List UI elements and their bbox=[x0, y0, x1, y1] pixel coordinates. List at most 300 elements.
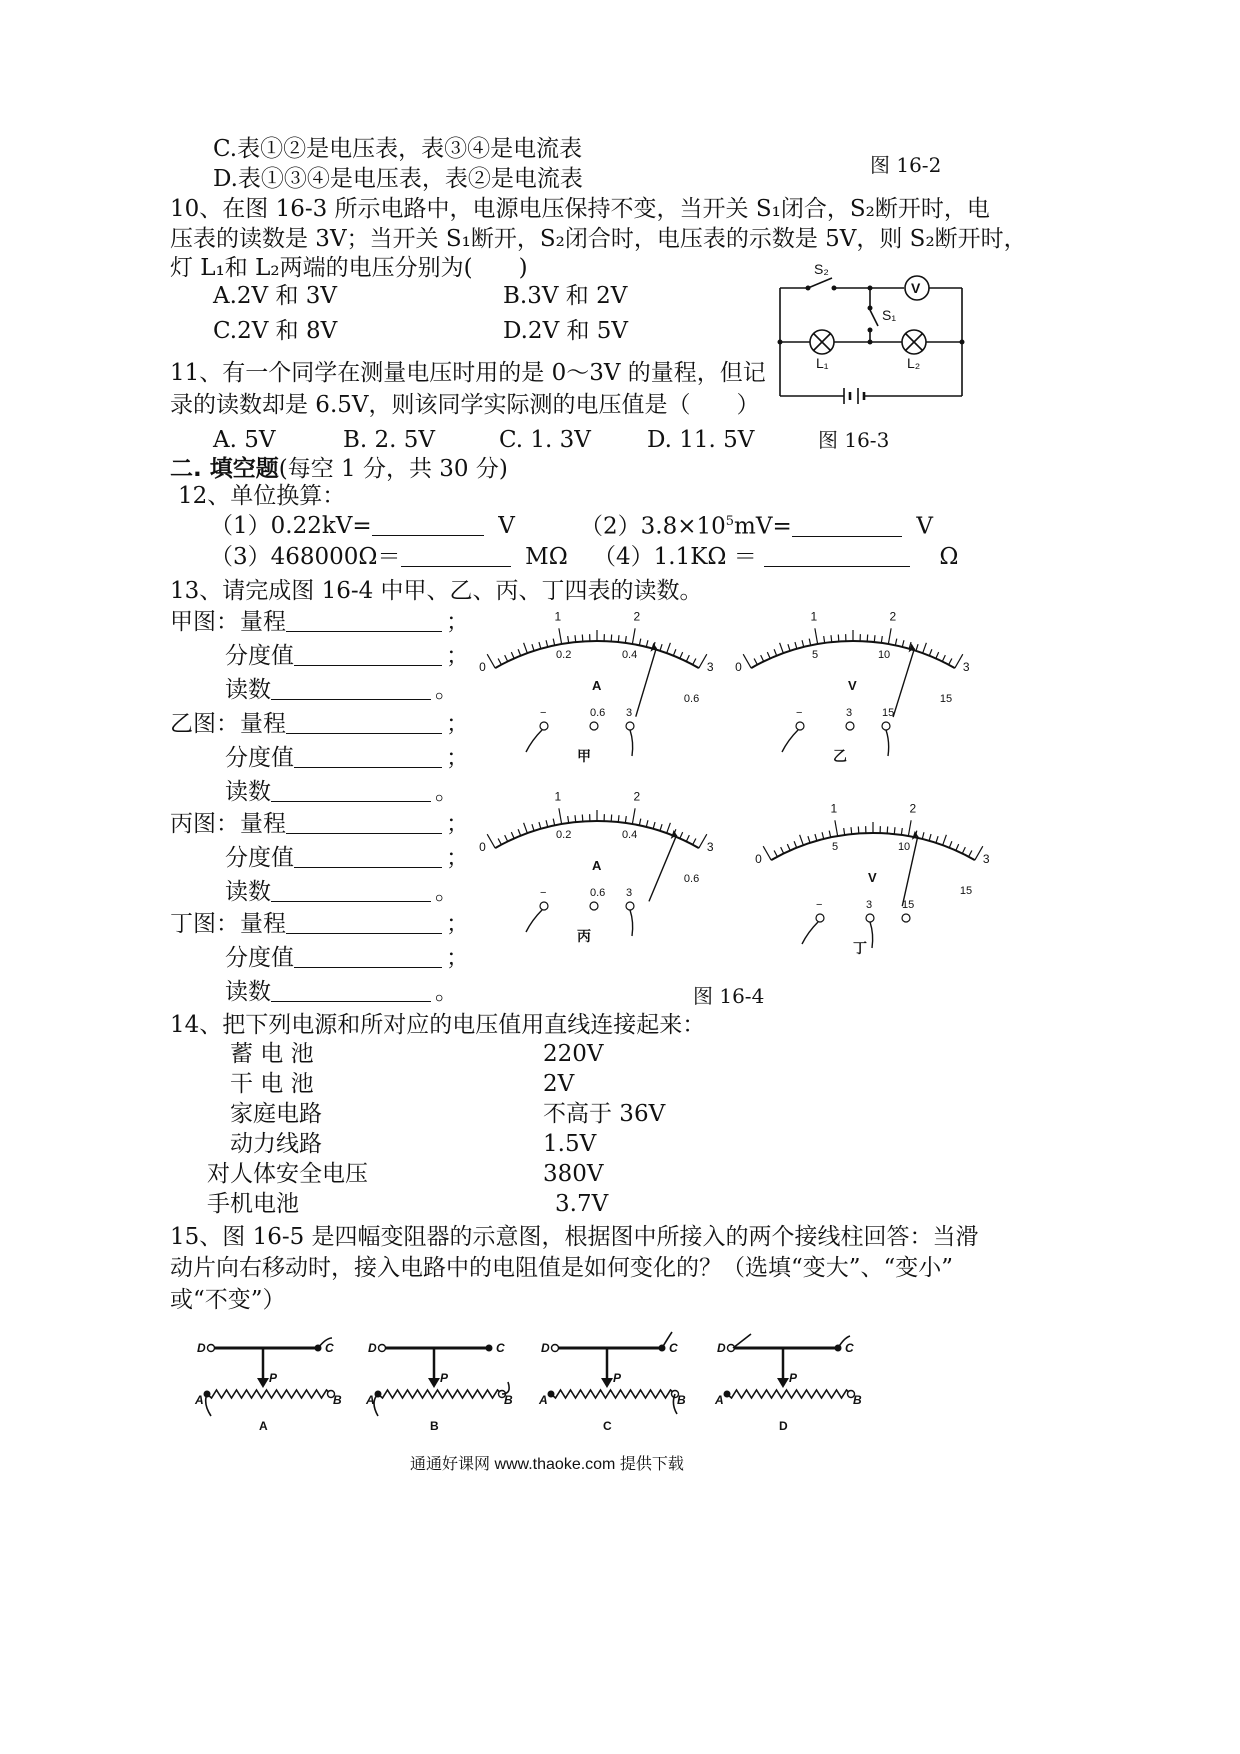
q13-range-row bbox=[240, 713, 469, 736]
meter-tick bbox=[761, 655, 764, 661]
label-d: D bbox=[717, 1341, 726, 1355]
label-a: A bbox=[366, 1393, 375, 1407]
fig-16-2-label: 图 16-2 bbox=[870, 153, 942, 177]
meter-tick bbox=[767, 652, 770, 658]
meter-top-tick-label: 0 bbox=[479, 660, 486, 675]
meter-tick bbox=[686, 835, 689, 841]
meter-tick bbox=[625, 636, 626, 643]
meter-bottom-tick-label: 0.6 bbox=[683, 873, 700, 886]
meter-tick bbox=[511, 652, 514, 658]
q11-option-b: B. 2. 5V bbox=[343, 427, 436, 453]
q13-div-label: 分度值 bbox=[225, 945, 294, 971]
meter-scale-arc bbox=[495, 821, 699, 848]
meter-tick bbox=[824, 636, 825, 643]
meter-terminal bbox=[816, 914, 824, 922]
footer-credit: 通通好课网 www.thaoke.com 提供下载 bbox=[410, 1456, 684, 1473]
meter-tick bbox=[693, 658, 696, 664]
meter-top-tick-label: 3 bbox=[962, 660, 970, 675]
resistance-coil bbox=[207, 1390, 331, 1398]
meter-terminal bbox=[540, 722, 548, 730]
meter-tag: 乙 bbox=[833, 748, 847, 764]
meter-terminal bbox=[590, 722, 598, 730]
meter-tick bbox=[518, 829, 521, 835]
q13-read-label: 读数 bbox=[225, 979, 271, 1005]
label-c: C bbox=[325, 1341, 334, 1355]
meter-wire bbox=[526, 730, 542, 752]
q13-div-label: 分度值 bbox=[225, 643, 294, 669]
voltmeter-symbol: V bbox=[911, 280, 921, 296]
meter-needle bbox=[636, 648, 657, 717]
meter-tick bbox=[693, 838, 696, 844]
meter-terminal-label: − bbox=[796, 707, 803, 719]
q10-line-1: 10、在图 16-3 所示电路中，电源电压保持不变，当开关 S₁闭合，S₂断开时，电 bbox=[170, 196, 990, 222]
meter-tick bbox=[653, 822, 655, 829]
q13-div-row bbox=[225, 747, 469, 770]
q13-div-row bbox=[225, 847, 469, 870]
meter-tick bbox=[667, 823, 671, 833]
q14-title: 14、把下列电源和所对应的电压值用直线连接起来： bbox=[170, 1012, 706, 1038]
meter-tick bbox=[962, 847, 965, 853]
meter-tick bbox=[851, 827, 852, 834]
meter-figure bbox=[479, 789, 714, 956]
meter-tick bbox=[680, 652, 683, 658]
lamp-l2-label: L₂ bbox=[907, 355, 921, 371]
meter-symbol: A bbox=[592, 858, 602, 873]
rheostat-tag: D bbox=[779, 1419, 788, 1433]
meter-tick bbox=[829, 831, 830, 838]
meter-tick bbox=[546, 640, 548, 647]
meter-terminal bbox=[866, 914, 874, 922]
q12-part-4-text: （4）1.1KΩ ＝ bbox=[593, 544, 757, 570]
meter-tick bbox=[949, 841, 952, 847]
meter-tick bbox=[680, 832, 683, 838]
label-a: A bbox=[539, 1393, 548, 1407]
label-p: P bbox=[613, 1371, 622, 1385]
q14-source: 对人体安全电压 bbox=[207, 1161, 368, 1187]
q14-voltage: 220V bbox=[543, 1041, 604, 1067]
meter-tick bbox=[815, 628, 818, 644]
meter-terminal-label: 0.6 bbox=[590, 707, 606, 719]
q13-punct: 。 bbox=[435, 677, 458, 703]
meter-tick bbox=[518, 649, 521, 655]
meter-tick bbox=[936, 836, 938, 843]
terminal-a bbox=[724, 1391, 731, 1398]
meter-tick bbox=[781, 847, 784, 853]
q13-div-row bbox=[225, 645, 469, 668]
meter-symbol: A bbox=[592, 678, 602, 693]
q13-range-label: 量程 bbox=[240, 911, 286, 937]
q12-part-4 bbox=[593, 546, 958, 569]
meter-tick bbox=[881, 636, 882, 643]
q13-div-row bbox=[225, 947, 469, 970]
q14-voltage: 2V bbox=[543, 1071, 575, 1097]
rheostat-figure bbox=[713, 1332, 863, 1442]
meter-terminal bbox=[590, 902, 598, 910]
q12-part-2-text: （2）3.8×10 bbox=[580, 513, 726, 540]
meter-tick bbox=[975, 846, 983, 860]
meter-tick bbox=[774, 649, 777, 655]
meter-tick bbox=[639, 639, 640, 646]
meter-bottom-tick-label: 0.2 bbox=[556, 648, 572, 661]
q12-blank-3[interactable] bbox=[401, 546, 511, 567]
meter-tick bbox=[844, 828, 845, 835]
q10-line-2: 压表的读数是 3V；当开关 S₁断开，S₂闭合时，电压表的示数是 5V，则 S₂断开时， bbox=[170, 226, 1027, 252]
meter-tick bbox=[505, 835, 508, 841]
meter-tick bbox=[532, 644, 534, 651]
meter-terminal-label: − bbox=[540, 887, 547, 899]
q13-div-blank[interactable] bbox=[294, 645, 442, 666]
q13-punct: ； bbox=[446, 745, 469, 771]
label-c: C bbox=[496, 1341, 505, 1355]
meter-top-tick-label: 2 bbox=[633, 609, 641, 624]
meter-terminal-label: 3 bbox=[846, 707, 853, 719]
meter-tick bbox=[699, 834, 707, 848]
terminal-a bbox=[548, 1391, 555, 1398]
meter-tick bbox=[539, 642, 541, 649]
q9-option-c: C.表①②是电压表，表③④是电流表 bbox=[213, 136, 583, 162]
q12-part-2-unit-in: mV= bbox=[734, 513, 792, 540]
meter-tick bbox=[646, 640, 648, 647]
q13-read-blank[interactable] bbox=[271, 781, 431, 802]
meter-terminal bbox=[882, 722, 890, 730]
q13-punct: 。 bbox=[435, 979, 458, 1005]
q13-read-row bbox=[225, 679, 458, 702]
meter-tick bbox=[916, 644, 918, 651]
meter-needle bbox=[649, 835, 677, 901]
q11-option-c: C. 1. 3V bbox=[499, 427, 591, 453]
meter-tick bbox=[686, 655, 689, 661]
switch-s1-label: S₁ bbox=[882, 307, 897, 323]
q13-read-row bbox=[225, 781, 458, 804]
resistance-coil bbox=[727, 1390, 851, 1398]
section-2-heading bbox=[170, 458, 508, 481]
q12-part-1-text: （1）0.22kV= bbox=[210, 513, 372, 539]
q10-option-b: B.3V 和 2V bbox=[503, 283, 628, 309]
meter-tick bbox=[539, 822, 541, 829]
q13-range-blank[interactable] bbox=[286, 813, 442, 834]
rheostat-figure bbox=[193, 1332, 343, 1442]
meter-tick bbox=[835, 820, 838, 836]
q12-part-2-exponent: 5 bbox=[725, 514, 735, 529]
meter-terminal bbox=[796, 722, 804, 730]
label-c: C bbox=[845, 1341, 854, 1355]
meter-tick bbox=[632, 808, 635, 824]
q15-line-3: 或“不变”） bbox=[170, 1287, 286, 1313]
meter-terminal-label: 3 bbox=[626, 707, 633, 719]
q13-punct: ； bbox=[446, 643, 469, 669]
meter-tick bbox=[895, 639, 896, 646]
slider-arrow bbox=[601, 1378, 613, 1388]
meter-tick bbox=[660, 824, 662, 831]
meter-wire bbox=[870, 922, 873, 948]
q13-read-label: 读数 bbox=[225, 879, 271, 905]
q13-punct: ； bbox=[446, 911, 469, 937]
meter-terminal-label: 3 bbox=[866, 899, 873, 911]
q13-read-label: 读数 bbox=[225, 677, 271, 703]
meter-tick bbox=[902, 640, 904, 647]
meter-tick bbox=[809, 639, 810, 646]
q13-range-blank[interactable] bbox=[286, 611, 442, 632]
meter-tick bbox=[888, 628, 891, 644]
slider-arrow bbox=[428, 1378, 440, 1388]
meter-bottom-tick-label: 15 bbox=[939, 693, 953, 706]
q14-source: 家庭电路 bbox=[230, 1101, 322, 1127]
meter-tick bbox=[618, 815, 619, 822]
meter-tick bbox=[815, 834, 817, 841]
meter-tick bbox=[487, 834, 495, 848]
meter-wire bbox=[782, 730, 798, 752]
q10-option-d: D.2V 和 5V bbox=[503, 318, 629, 344]
meter-terminal bbox=[846, 722, 854, 730]
label-b: B bbox=[853, 1393, 862, 1407]
q14-voltage: 不高于 36V bbox=[543, 1101, 666, 1127]
switch-s2-label: S₂ bbox=[814, 261, 829, 277]
meter-tick bbox=[498, 838, 501, 844]
q13-div-blank[interactable] bbox=[294, 747, 442, 768]
q13-read-row bbox=[225, 981, 458, 1004]
meter-tick bbox=[929, 649, 932, 655]
meter-tick bbox=[575, 635, 576, 642]
q13-div-blank[interactable] bbox=[294, 947, 442, 968]
lamp-l1-label: L₁ bbox=[816, 355, 829, 371]
q13-read-label: 读数 bbox=[225, 779, 271, 805]
meter-bottom-tick-label: 0.4 bbox=[621, 828, 638, 841]
q13-punct: ； bbox=[446, 711, 469, 737]
meter-tick bbox=[949, 658, 952, 664]
meter-tick bbox=[660, 644, 662, 651]
q13-meter-name: 丁图： bbox=[170, 911, 239, 937]
meter-top-tick-label: 3 bbox=[706, 840, 714, 855]
q13-range-row bbox=[240, 813, 469, 836]
meter-terminal-label: 0.6 bbox=[590, 887, 606, 899]
q13-div-label: 分度值 bbox=[225, 845, 294, 871]
label-p: P bbox=[789, 1371, 798, 1385]
meter-bottom-tick-label: 10 bbox=[877, 648, 891, 661]
meter-tick bbox=[646, 820, 648, 827]
meter-tick bbox=[498, 658, 501, 664]
meter-tick bbox=[969, 850, 972, 856]
meter-tick bbox=[774, 850, 777, 856]
meter-tick bbox=[524, 643, 528, 653]
q12-unit-2: V bbox=[916, 513, 933, 540]
meter-tick bbox=[743, 654, 751, 668]
meter-bottom-tick-label: 0.4 bbox=[621, 648, 638, 661]
meter-top-tick-label: 3 bbox=[982, 852, 990, 867]
meter-tick bbox=[625, 816, 626, 823]
fig-16-4-label: 图 16-4 bbox=[693, 984, 765, 1008]
label-b: B bbox=[677, 1393, 686, 1407]
connected-wire bbox=[733, 1334, 751, 1348]
label-c: C bbox=[669, 1341, 678, 1355]
meter-tick bbox=[955, 654, 963, 668]
label-a: A bbox=[715, 1393, 724, 1407]
meter-tick bbox=[532, 824, 534, 831]
q13-title: 13、请完成图 16-4 中甲、乙、丙、丁四表的读数。 bbox=[170, 578, 703, 604]
meter-terminal-label: 15 bbox=[882, 707, 895, 719]
q13-range-row bbox=[240, 611, 469, 634]
meter-tick bbox=[794, 841, 797, 847]
meter-tick bbox=[524, 823, 528, 833]
q12-blank-1[interactable] bbox=[372, 515, 484, 536]
meter-scale-arc bbox=[495, 641, 699, 668]
q13-meter-name: 甲图： bbox=[170, 609, 239, 635]
meter-tick bbox=[874, 635, 875, 642]
meter-terminal-label: − bbox=[540, 707, 547, 719]
meter-terminal bbox=[626, 902, 634, 910]
meter-terminal bbox=[902, 914, 910, 922]
q14-voltage: 1.5V bbox=[543, 1131, 597, 1157]
meter-tick bbox=[795, 642, 797, 649]
resistance-coil bbox=[551, 1390, 675, 1398]
meter-tick bbox=[667, 643, 671, 653]
q11-option-a: A. 5V bbox=[213, 427, 276, 453]
meter-tick bbox=[787, 844, 790, 850]
q14-source: 干 电 池 bbox=[230, 1071, 314, 1097]
q13-read-blank[interactable] bbox=[271, 981, 431, 1002]
q13-punct: 。 bbox=[435, 879, 458, 905]
meter-tick bbox=[568, 636, 569, 643]
q14-voltage: 380V bbox=[543, 1161, 604, 1187]
label-b: B bbox=[333, 1393, 342, 1407]
q13-range-label: 量程 bbox=[240, 609, 286, 635]
meter-tick bbox=[553, 639, 554, 646]
label-b: B bbox=[504, 1393, 513, 1407]
q12-unit-3: MΩ bbox=[525, 544, 568, 570]
meter-tick bbox=[894, 827, 895, 834]
q13-range-label: 量程 bbox=[240, 811, 286, 837]
meter-tag: 丁 bbox=[853, 940, 867, 956]
q13-meter-name: 丙图： bbox=[170, 811, 239, 837]
meter-tick bbox=[822, 832, 824, 839]
q10-option-c: C.2V 和 8V bbox=[213, 318, 338, 344]
q12-unit-4: Ω bbox=[939, 544, 959, 570]
circuit-diagram-16-3 bbox=[770, 260, 970, 410]
slider-arrow bbox=[777, 1378, 789, 1388]
meter-top-tick-label: 1 bbox=[810, 609, 818, 624]
q11-line-2: 录的读数却是 6.5V，则该同学实际测的电压值是（ ） bbox=[170, 392, 760, 418]
q14-voltage: 3.7V bbox=[555, 1191, 609, 1217]
meter-tick bbox=[788, 644, 790, 651]
meter-tick bbox=[559, 808, 562, 824]
meter-terminal-label: − bbox=[816, 899, 823, 911]
terminal-d bbox=[379, 1345, 386, 1352]
label-d: D bbox=[368, 1341, 377, 1355]
meter-figure bbox=[479, 609, 714, 776]
q10-option-a: A.2V 和 3V bbox=[213, 283, 338, 309]
meter-tick bbox=[546, 820, 548, 827]
resistance-coil bbox=[378, 1390, 502, 1398]
meter-tick bbox=[831, 635, 832, 642]
q13-range-label: 量程 bbox=[240, 711, 286, 737]
q13-range-row bbox=[240, 913, 469, 936]
q13-range-blank[interactable] bbox=[286, 913, 442, 934]
meter-wire bbox=[526, 910, 542, 932]
label-p: P bbox=[269, 1371, 278, 1385]
meter-bottom-tick-label: 5 bbox=[812, 648, 819, 661]
meter-top-tick-label: 3 bbox=[706, 660, 714, 675]
meter-tick bbox=[780, 643, 784, 653]
meter-tick bbox=[956, 844, 959, 850]
label-d: D bbox=[541, 1341, 550, 1355]
meter-tick bbox=[923, 643, 927, 653]
q13-range-blank[interactable] bbox=[286, 713, 442, 734]
q13-punct: ； bbox=[446, 811, 469, 837]
meter-tick bbox=[929, 834, 931, 841]
rheostat-tag: A bbox=[259, 1419, 268, 1433]
q9-option-d: D.表①③④是电压表，表②是电流表 bbox=[213, 166, 583, 192]
meter-bottom-tick-label: 0.6 bbox=[683, 693, 700, 706]
meter-top-tick-label: 2 bbox=[889, 609, 897, 624]
meter-tag: 甲 bbox=[577, 748, 591, 764]
meter-top-tick-label: 1 bbox=[830, 801, 838, 816]
meter-tick bbox=[553, 819, 554, 826]
meter-tick bbox=[632, 628, 635, 644]
q12-part-1 bbox=[210, 515, 515, 538]
meter-tick bbox=[922, 832, 924, 839]
q12-unit-1: V bbox=[498, 513, 515, 539]
meter-tick bbox=[800, 835, 804, 845]
terminal-d bbox=[208, 1345, 215, 1352]
meter-bottom-tick-label: 5 bbox=[832, 840, 839, 853]
meter-tick bbox=[639, 819, 640, 826]
q12-part-3 bbox=[210, 546, 568, 569]
meter-tick bbox=[575, 815, 576, 822]
rheostat-tag: C bbox=[603, 1419, 612, 1433]
meter-top-tick-label: 2 bbox=[633, 789, 641, 804]
meter-terminal bbox=[540, 902, 548, 910]
meter-terminal-label: 3 bbox=[626, 887, 633, 899]
q13-punct: ； bbox=[446, 845, 469, 871]
meter-tick bbox=[487, 654, 495, 668]
meter-top-tick-label: 2 bbox=[909, 801, 917, 816]
terminal-c bbox=[486, 1345, 493, 1352]
meter-tick bbox=[802, 640, 804, 647]
fig-16-3-label: 图 16-3 bbox=[818, 428, 890, 452]
q12-blank-2[interactable] bbox=[792, 516, 902, 537]
q13-div-blank[interactable] bbox=[294, 847, 442, 868]
meter-wire bbox=[630, 730, 633, 756]
meter-needle bbox=[893, 648, 914, 717]
q13-punct: ； bbox=[446, 609, 469, 635]
q13-read-blank[interactable] bbox=[271, 881, 431, 902]
meter-bottom-tick-label: 0.2 bbox=[556, 828, 572, 841]
meter-tick bbox=[763, 846, 771, 860]
q13-read-blank[interactable] bbox=[271, 679, 431, 700]
rheostat-tag: B bbox=[430, 1419, 439, 1433]
meter-top-tick-label: 1 bbox=[554, 789, 562, 804]
meter-tick bbox=[936, 652, 939, 658]
q13-punct: ； bbox=[446, 945, 469, 971]
q14-source: 手机电池 bbox=[207, 1191, 299, 1217]
q15-line-2: 动片向右移动时，接入电路中的电阻值是如何变化的？（选填“变大”、“变小” bbox=[170, 1255, 954, 1281]
q11-line-1: 11、有一个同学在测量电压时用的是 0～3V 的量程，但记 bbox=[170, 360, 766, 386]
q10-line-3: 灯 L₁和 L₂两端的电压分别为( ) bbox=[170, 255, 528, 281]
meter-tick bbox=[618, 635, 619, 642]
label-a: A bbox=[195, 1393, 204, 1407]
meter-top-tick-label: 0 bbox=[755, 852, 762, 867]
q15-line-1: 15、图 16-5 是四幅变阻器的示意图，根据图中所接入的两个接线柱回答：当滑 bbox=[170, 1224, 979, 1250]
meter-top-tick-label: 1 bbox=[554, 609, 562, 624]
q12-blank-4[interactable] bbox=[764, 546, 910, 567]
q13-div-label: 分度值 bbox=[225, 745, 294, 771]
meter-figure bbox=[755, 801, 990, 968]
section-2-title: 二. 填空题 bbox=[170, 456, 279, 482]
meter-wire bbox=[630, 910, 633, 936]
rheostat-figure bbox=[364, 1332, 514, 1442]
meter-terminal bbox=[626, 722, 634, 730]
q13-read-row bbox=[225, 881, 458, 904]
meter-tick bbox=[908, 820, 911, 836]
